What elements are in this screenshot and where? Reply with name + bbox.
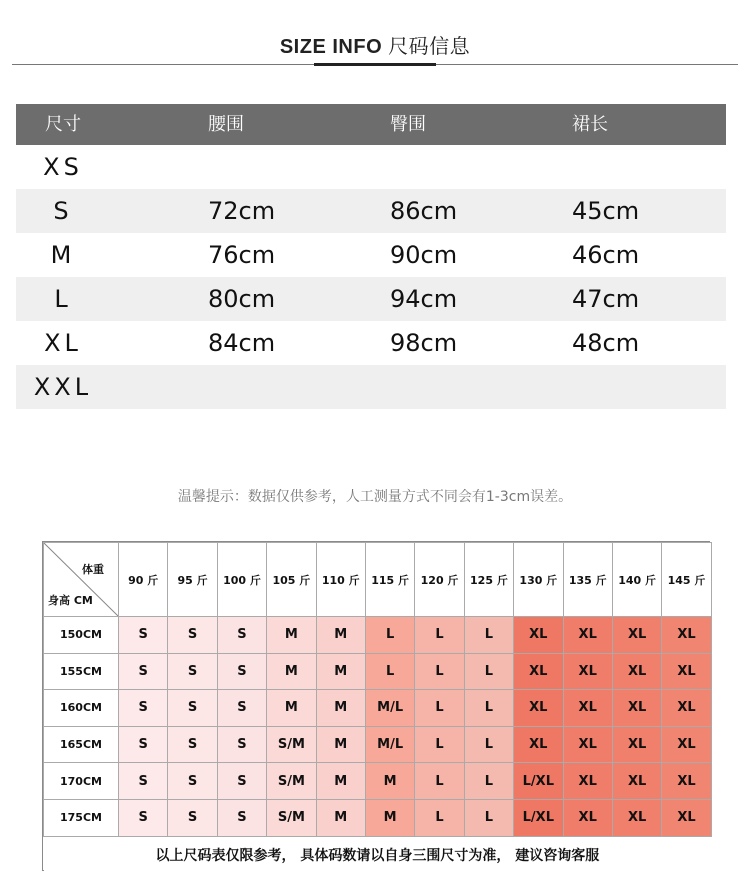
height-cell: 165CM: [44, 726, 119, 763]
size-recommendation-cell: XL: [662, 690, 711, 727]
size-recommendation-cell: L: [464, 726, 513, 763]
weight-header-cell: 100 斤: [217, 543, 266, 617]
grid-corner: [44, 543, 119, 617]
size-recommendation-cell: M: [267, 617, 316, 654]
size-recommendation-cell: XL: [514, 653, 563, 690]
size-recommendation-cell: L: [415, 799, 464, 836]
size-recommendation-cell: XL: [514, 617, 563, 654]
height-cell: 175CM: [44, 799, 119, 836]
size-recommendation-cell: S: [217, 653, 266, 690]
size-recommendation-cell: XL: [662, 763, 711, 800]
size-row: [16, 233, 726, 277]
grid-header-row: [44, 543, 712, 617]
size-recommendation-cell: S: [119, 799, 168, 836]
corner-weight-label: 体重: [82, 563, 104, 576]
size-recommendation-grid: [42, 541, 710, 871]
size-recommendation-cell: L: [464, 799, 513, 836]
size-recommendation-cell: M: [316, 653, 365, 690]
grid-row: [44, 617, 712, 654]
size-recommendation-cell: S: [217, 763, 266, 800]
size-recommendation-cell: XL: [612, 763, 661, 800]
size-table-header: [16, 104, 726, 145]
size-recommendation-cell: L: [365, 653, 414, 690]
size-recommendation-cell: XL: [563, 653, 612, 690]
weight-header-cell: 140 斤: [612, 543, 661, 617]
size-recommendation-cell: S: [168, 653, 217, 690]
size-recommendation-cell: M: [267, 653, 316, 690]
weight-header-cell: 125 斤: [464, 543, 513, 617]
size-recommendation-cell: S: [168, 726, 217, 763]
length-cell: 47cm: [572, 285, 640, 313]
hip-cell: 94cm: [390, 285, 458, 313]
size-recommendation-cell: XL: [612, 690, 661, 727]
waist-cell: 80cm: [208, 285, 276, 313]
size-recommendation-cell: M: [316, 763, 365, 800]
size-recommendation-cell: M: [365, 799, 414, 836]
size-recommendation-cell: S: [217, 690, 266, 727]
size-recommendation-cell: S/M: [267, 763, 316, 800]
height-cell: 155CM: [44, 653, 119, 690]
size-recommendation-cell: S: [217, 799, 266, 836]
size-recommendation-cell: XL: [563, 690, 612, 727]
weight-header-cell: 90 斤: [119, 543, 168, 617]
size-recommendation-cell: M: [316, 617, 365, 654]
size-recommendation-cell: S: [119, 726, 168, 763]
length-cell: 45cm: [572, 197, 640, 225]
size-recommendation-cell: S: [119, 653, 168, 690]
size-recommendation-cell: S: [168, 617, 217, 654]
weight-header-cell: 95 斤: [168, 543, 217, 617]
size-recommendation-cell: L: [415, 653, 464, 690]
measurement-tip: 温馨提示：数据仅供参考，人工测量方式不同会有1-3cm误差。: [177, 489, 573, 505]
size-recommendation-cell: L: [415, 763, 464, 800]
hip-cell: 90cm: [390, 241, 458, 269]
size-recommendation-cell: L/XL: [514, 763, 563, 800]
grid-row: [44, 799, 712, 836]
size-recommendation-cell: XL: [514, 726, 563, 763]
waist-cell: 84cm: [208, 329, 276, 357]
size-recommendation-cell: XL: [662, 653, 711, 690]
size-recommendation-cell: S: [119, 690, 168, 727]
grid-row: [44, 726, 712, 763]
size-recommendation-cell: L: [365, 617, 414, 654]
size-recommendation-cell: XL: [563, 726, 612, 763]
size-recommendation-cell: XL: [514, 690, 563, 727]
size-recommendation-cell: L: [415, 726, 464, 763]
size-recommendation-cell: S: [168, 799, 217, 836]
size-cell: XL: [44, 329, 82, 357]
size-row: [16, 145, 726, 189]
size-row: [16, 365, 726, 409]
page-title: [0, 30, 750, 59]
waist-cell: 72cm: [208, 197, 276, 225]
corner-height-label: 身高 CM: [48, 594, 93, 607]
height-cell: 160CM: [44, 690, 119, 727]
size-recommendation-cell: XL: [662, 617, 711, 654]
grid-row: [44, 690, 712, 727]
size-cell: XXL: [33, 373, 93, 401]
size-recommendation-cell: XL: [563, 617, 612, 654]
size-recommendation-cell: S: [168, 763, 217, 800]
size-recommendation-cell: XL: [662, 726, 711, 763]
size-recommendation-cell: XL: [612, 726, 661, 763]
header-size: 尺寸: [45, 114, 81, 135]
size-recommendation-cell: L: [464, 653, 513, 690]
size-recommendation-cell: L: [464, 617, 513, 654]
weight-header-cell: 145 斤: [662, 543, 711, 617]
title-underline: [314, 63, 436, 66]
weight-header-cell: 130 斤: [514, 543, 563, 617]
size-recommendation-cell: M: [267, 690, 316, 727]
size-recommendation-cell: M/L: [365, 726, 414, 763]
height-cell: 150CM: [44, 617, 119, 654]
size-recommendation-cell: M: [316, 690, 365, 727]
size-cell: L: [54, 285, 72, 313]
size-recommendation-cell: L: [415, 690, 464, 727]
size-recommendation-cell: XL: [662, 799, 711, 836]
size-recommendation-cell: S: [119, 617, 168, 654]
size-recommendation-cell: XL: [612, 617, 661, 654]
header-waist: 腰围: [208, 114, 244, 135]
size-recommendation-cell: XL: [612, 799, 661, 836]
size-cell: S: [53, 197, 73, 225]
size-recommendation-cell: L: [415, 617, 464, 654]
header-length: 裙长: [572, 114, 608, 135]
size-recommendation-cell: M/L: [365, 690, 414, 727]
size-recommendation-cell: M: [316, 799, 365, 836]
weight-header-cell: 120 斤: [415, 543, 464, 617]
size-recommendation-cell: L/XL: [514, 799, 563, 836]
size-recommendation-cell: S: [119, 763, 168, 800]
size-recommendation-cell: S: [217, 726, 266, 763]
weight-header-cell: 115 斤: [365, 543, 414, 617]
size-row: [16, 321, 726, 365]
grid-row: [44, 653, 712, 690]
hip-cell: 86cm: [390, 197, 458, 225]
size-recommendation-cell: L: [464, 690, 513, 727]
size-recommendation-cell: S/M: [267, 799, 316, 836]
size-cell: M: [50, 241, 76, 269]
size-recommendation-cell: XL: [563, 763, 612, 800]
waist-cell: 76cm: [208, 241, 276, 269]
hip-cell: 98cm: [390, 329, 458, 357]
size-recommendation-cell: S: [217, 617, 266, 654]
size-row: [16, 189, 726, 233]
weight-header-cell: 110 斤: [316, 543, 365, 617]
size-info-table: [16, 104, 726, 409]
size-recommendation-cell: XL: [563, 799, 612, 836]
size-recommendation-cell: M: [365, 763, 414, 800]
size-cell: XS: [43, 153, 83, 181]
weight-header-cell: 135 斤: [563, 543, 612, 617]
length-cell: 46cm: [572, 241, 640, 269]
size-recommendation-cell: M: [316, 726, 365, 763]
length-cell: 48cm: [572, 329, 640, 357]
size-recommendation-cell: L: [464, 763, 513, 800]
title-en: SIZE INFO: [279, 36, 383, 58]
size-recommendation-cell: S/M: [267, 726, 316, 763]
title-cn: 尺码信息: [388, 34, 471, 58]
header-hip: 臀围: [390, 114, 426, 135]
size-recommendation-cell: S: [168, 690, 217, 727]
size-row: [16, 277, 726, 321]
height-cell: 170CM: [44, 763, 119, 800]
grid-footer-note: 以上尺码表仅限参考， 具体码数请以自身三围尺寸为准， 建议咨询客服: [44, 836, 712, 874]
weight-header-cell: 105 斤: [267, 543, 316, 617]
size-recommendation-cell: XL: [612, 653, 661, 690]
grid-row: [44, 763, 712, 800]
